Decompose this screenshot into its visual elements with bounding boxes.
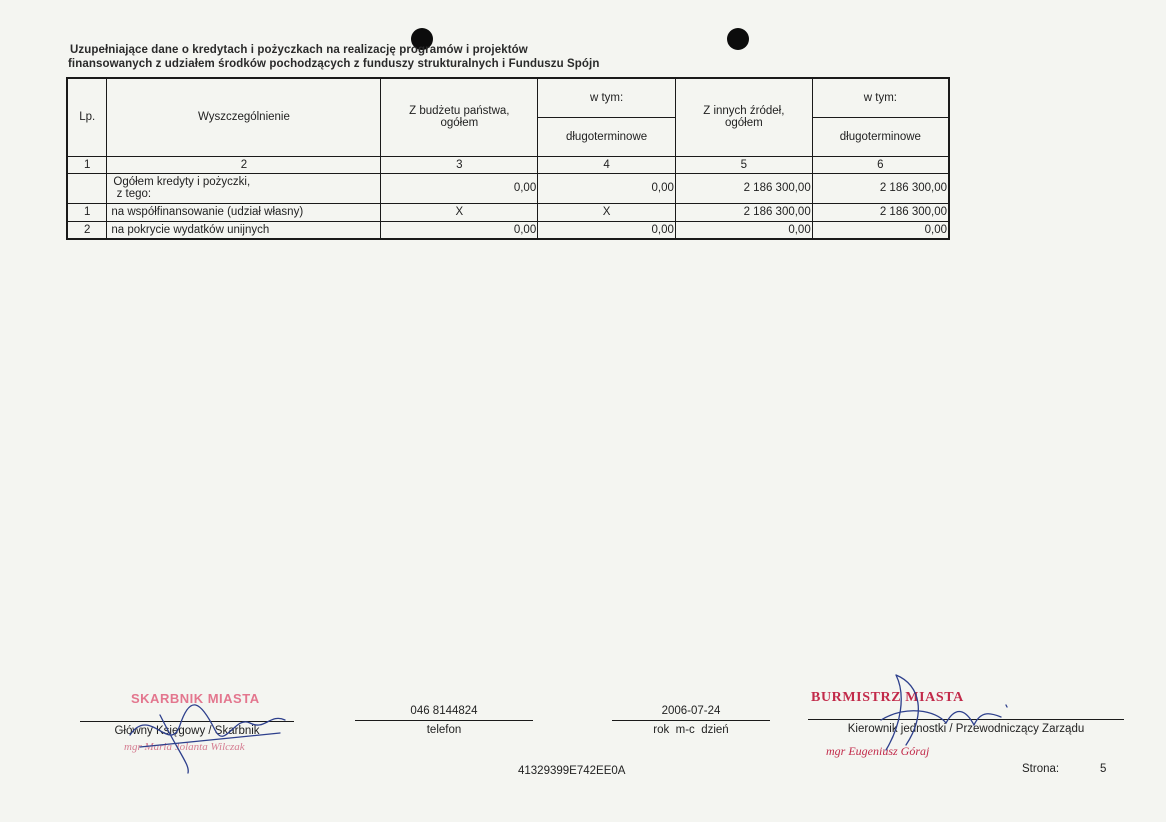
row-c3: 0,00 [381,221,538,239]
column-number: 4 [538,156,676,173]
heading-line-2: finansowanych z udziałem środków pochodzących z funduszy strukturalnych i Funduszu Spójn [68,58,600,70]
date-line [612,720,770,721]
table-row [67,173,949,203]
accountant-signature [120,695,300,775]
row-label: na pokrycie wydatków unijnych [107,221,381,239]
table-row [67,221,949,239]
document-heading [70,43,599,71]
column-number: 1 [67,156,107,173]
accountant-stamp: SKARBNIK MIASTA [131,691,260,706]
row-label-line2: z tego: [113,188,152,200]
head-role: Kierownik jednostki / Przewodniczący Zarządu [847,723,1085,735]
row-c6: 2 186 300,00 [812,173,949,203]
column-number: 3 [381,156,538,173]
phone-label: telefon [426,724,462,736]
date-label: rok m-c dzień [653,724,729,736]
header-budzet [381,78,538,156]
row-c5: 0,00 [675,221,812,239]
row-lp: 1 [67,203,107,221]
phone-line [355,720,533,721]
phone-value: 046 8144824 [410,705,478,717]
row-c4: 0,00 [538,221,676,239]
heading-line-1: Uzupełniające dane o kredytach i pożyczkach na realizację programów i projektów [70,44,528,56]
row-c5: 2 186 300,00 [675,203,812,221]
row-c6: 0,00 [812,221,949,239]
row-label-line1: Ogółem kredyty i pożyczki, [113,176,251,188]
head-stamp: BURMISTRZ MIASTA [811,690,964,705]
table-row [67,203,949,221]
row-c3: 0,00 [381,173,538,203]
page-label: Strona: [1022,763,1060,775]
column-number: 5 [675,156,812,173]
document-id: 41329399E742EE0A [518,765,626,777]
header-dlugoterminowe-1: długoterminowe [538,117,676,156]
column-number: 2 [107,156,381,173]
row-label: na współfinansowanie (udział własny) [107,203,381,221]
row-label [107,173,381,203]
header-budzet-text: Z budżetu państwa, ogółem [409,105,510,130]
header-w-tym-2: w tym: [812,78,949,117]
header-lp: Lp. [67,78,107,156]
row-c4: X [538,203,676,221]
head-signature [866,665,1016,760]
accountant-name: mgr Maria Jolanta Wilczak [124,741,245,753]
punch-hole-right [727,28,749,50]
row-lp: 2 [67,221,107,239]
header-dlugoterminowe-2: długoterminowe [812,117,949,156]
column-number: 6 [812,156,949,173]
date-value: 2006-07-24 [661,705,721,717]
header-inne [675,78,812,156]
header-w-tym-1: w tym: [538,78,676,117]
credits-table [66,77,950,240]
row-c5: 2 186 300,00 [675,173,812,203]
head-name: mgr Eugeniusz Góraj [826,744,930,758]
row-c4: 0,00 [538,173,676,203]
header-wyszczegolnienie: Wyszczególnienie [107,78,381,156]
row-lp [67,173,107,203]
accountant-role: Główny Księgowy / Skarbnik [114,725,260,737]
column-number-row [67,156,949,173]
header-inne-text: Z innych źródeł, ogółem [703,105,785,130]
page-number: 5 [1100,763,1107,775]
row-c3: X [381,203,538,221]
row-c6: 2 186 300,00 [812,203,949,221]
